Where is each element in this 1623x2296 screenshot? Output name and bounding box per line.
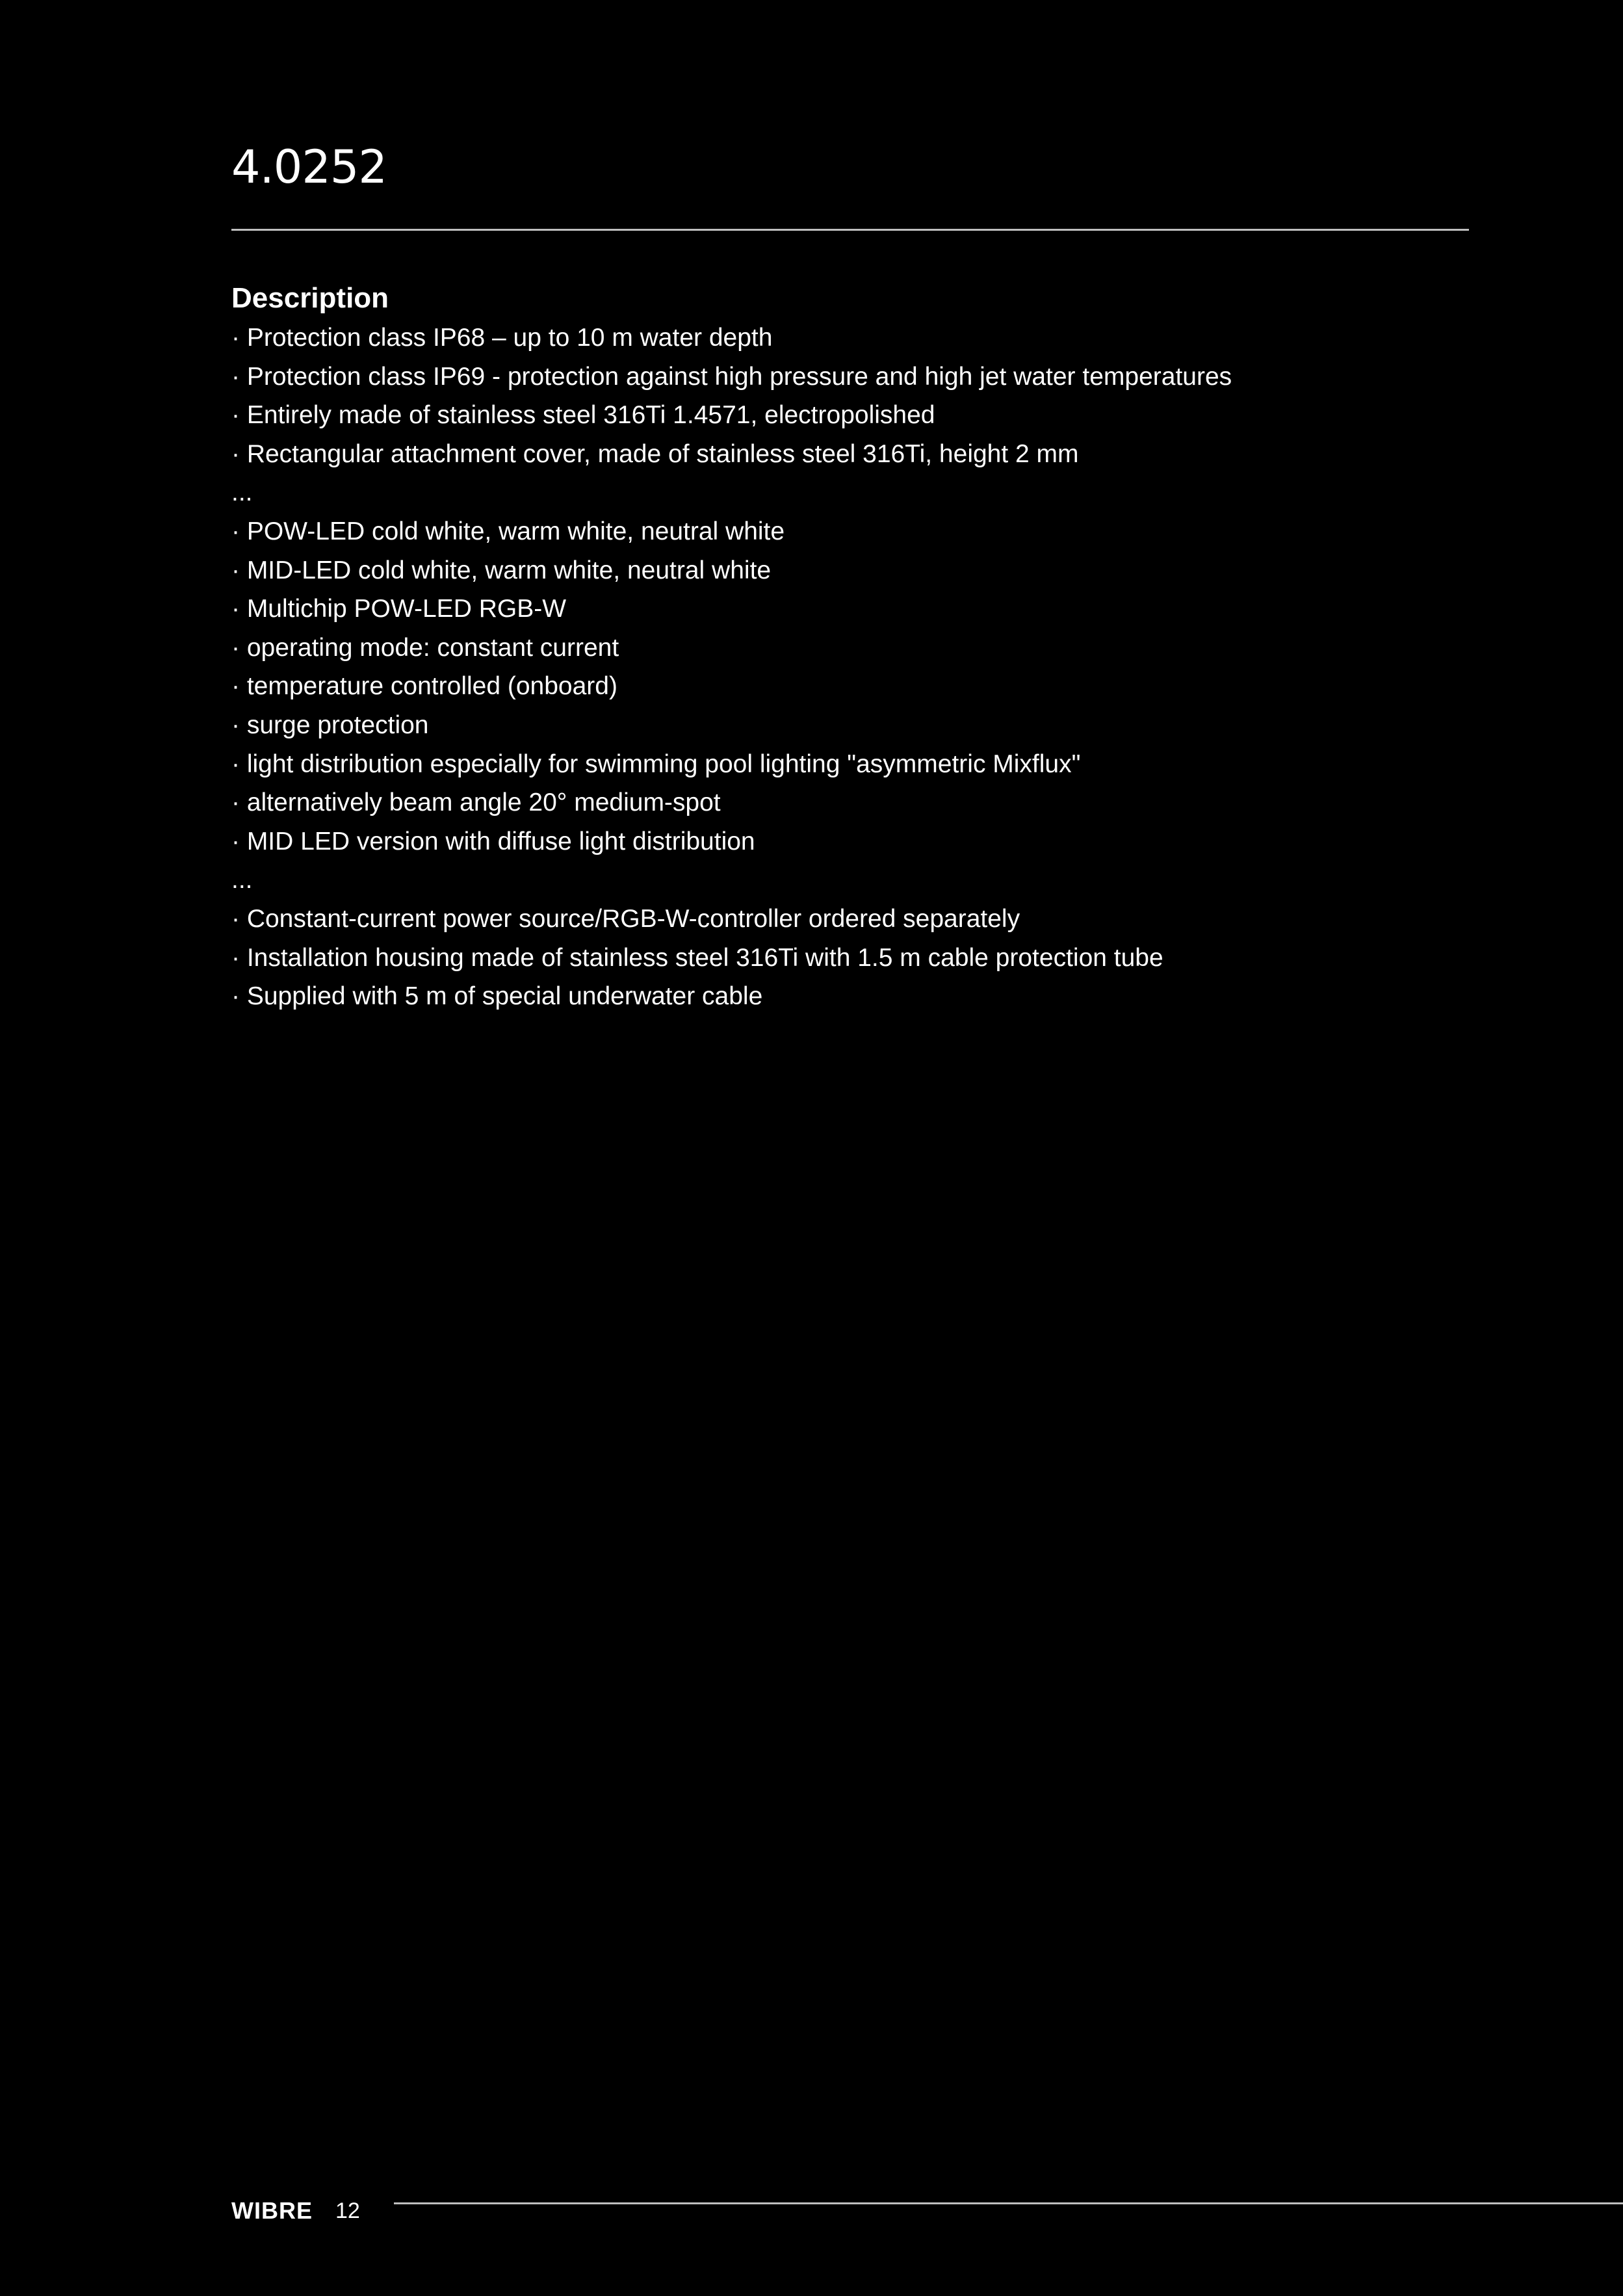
footer-divider bbox=[394, 2202, 1623, 2204]
list-item: · Supplied with 5 m of special underwater cable bbox=[231, 982, 763, 1011]
list-item: · Entirely made of stainless steel 316Ti 1.4571, electropolished bbox=[231, 401, 935, 430]
list-item: · Installation housing made of stainless steel 316Ti with 1.5 m cable protection tube bbox=[231, 943, 1163, 972]
list-item: · Protection class IP68 – up to 10 m water depth bbox=[231, 324, 773, 352]
list-item: · POW-LED cold white, warm white, neutral white bbox=[231, 517, 785, 545]
list-item: · MID LED version with diffuse light distribution bbox=[231, 827, 755, 855]
list-item: · Constant-current power source/RGB-W-controller ordered separately bbox=[231, 904, 1020, 933]
list-item: · light distribution especially for swimming pool lighting "asymmetric Mixflux" bbox=[231, 750, 1081, 778]
list-item: · MID-LED cold white, warm white, neutral white bbox=[231, 556, 772, 584]
list-item: · surge protection bbox=[231, 711, 429, 739]
description-list bbox=[231, 319, 1469, 1016]
list-item: · alternatively beam angle 20° medium-spot bbox=[231, 789, 721, 817]
list-item: · temperature controlled (onboard) bbox=[231, 672, 617, 701]
list-separator: ... bbox=[231, 478, 253, 507]
list-item: · Protection class IP69 - protection against high pressure and high jet water temperatures bbox=[231, 362, 1232, 391]
brand-logo: WIBRE bbox=[231, 2197, 313, 2224]
description-section bbox=[231, 278, 1469, 1016]
list-item: · Multichip POW-LED RGB-W bbox=[231, 595, 566, 623]
list-separator: ... bbox=[231, 866, 253, 894]
description-heading: Description bbox=[231, 282, 389, 314]
page-number: 12 bbox=[335, 2198, 360, 2223]
page-title: 4.0252 bbox=[231, 140, 387, 194]
title-divider bbox=[231, 229, 1469, 231]
list-item: · operating mode: constant current bbox=[231, 633, 619, 662]
list-item: · Rectangular attachment cover, made of stainless steel 316Ti, height 2 mm bbox=[231, 439, 1079, 468]
